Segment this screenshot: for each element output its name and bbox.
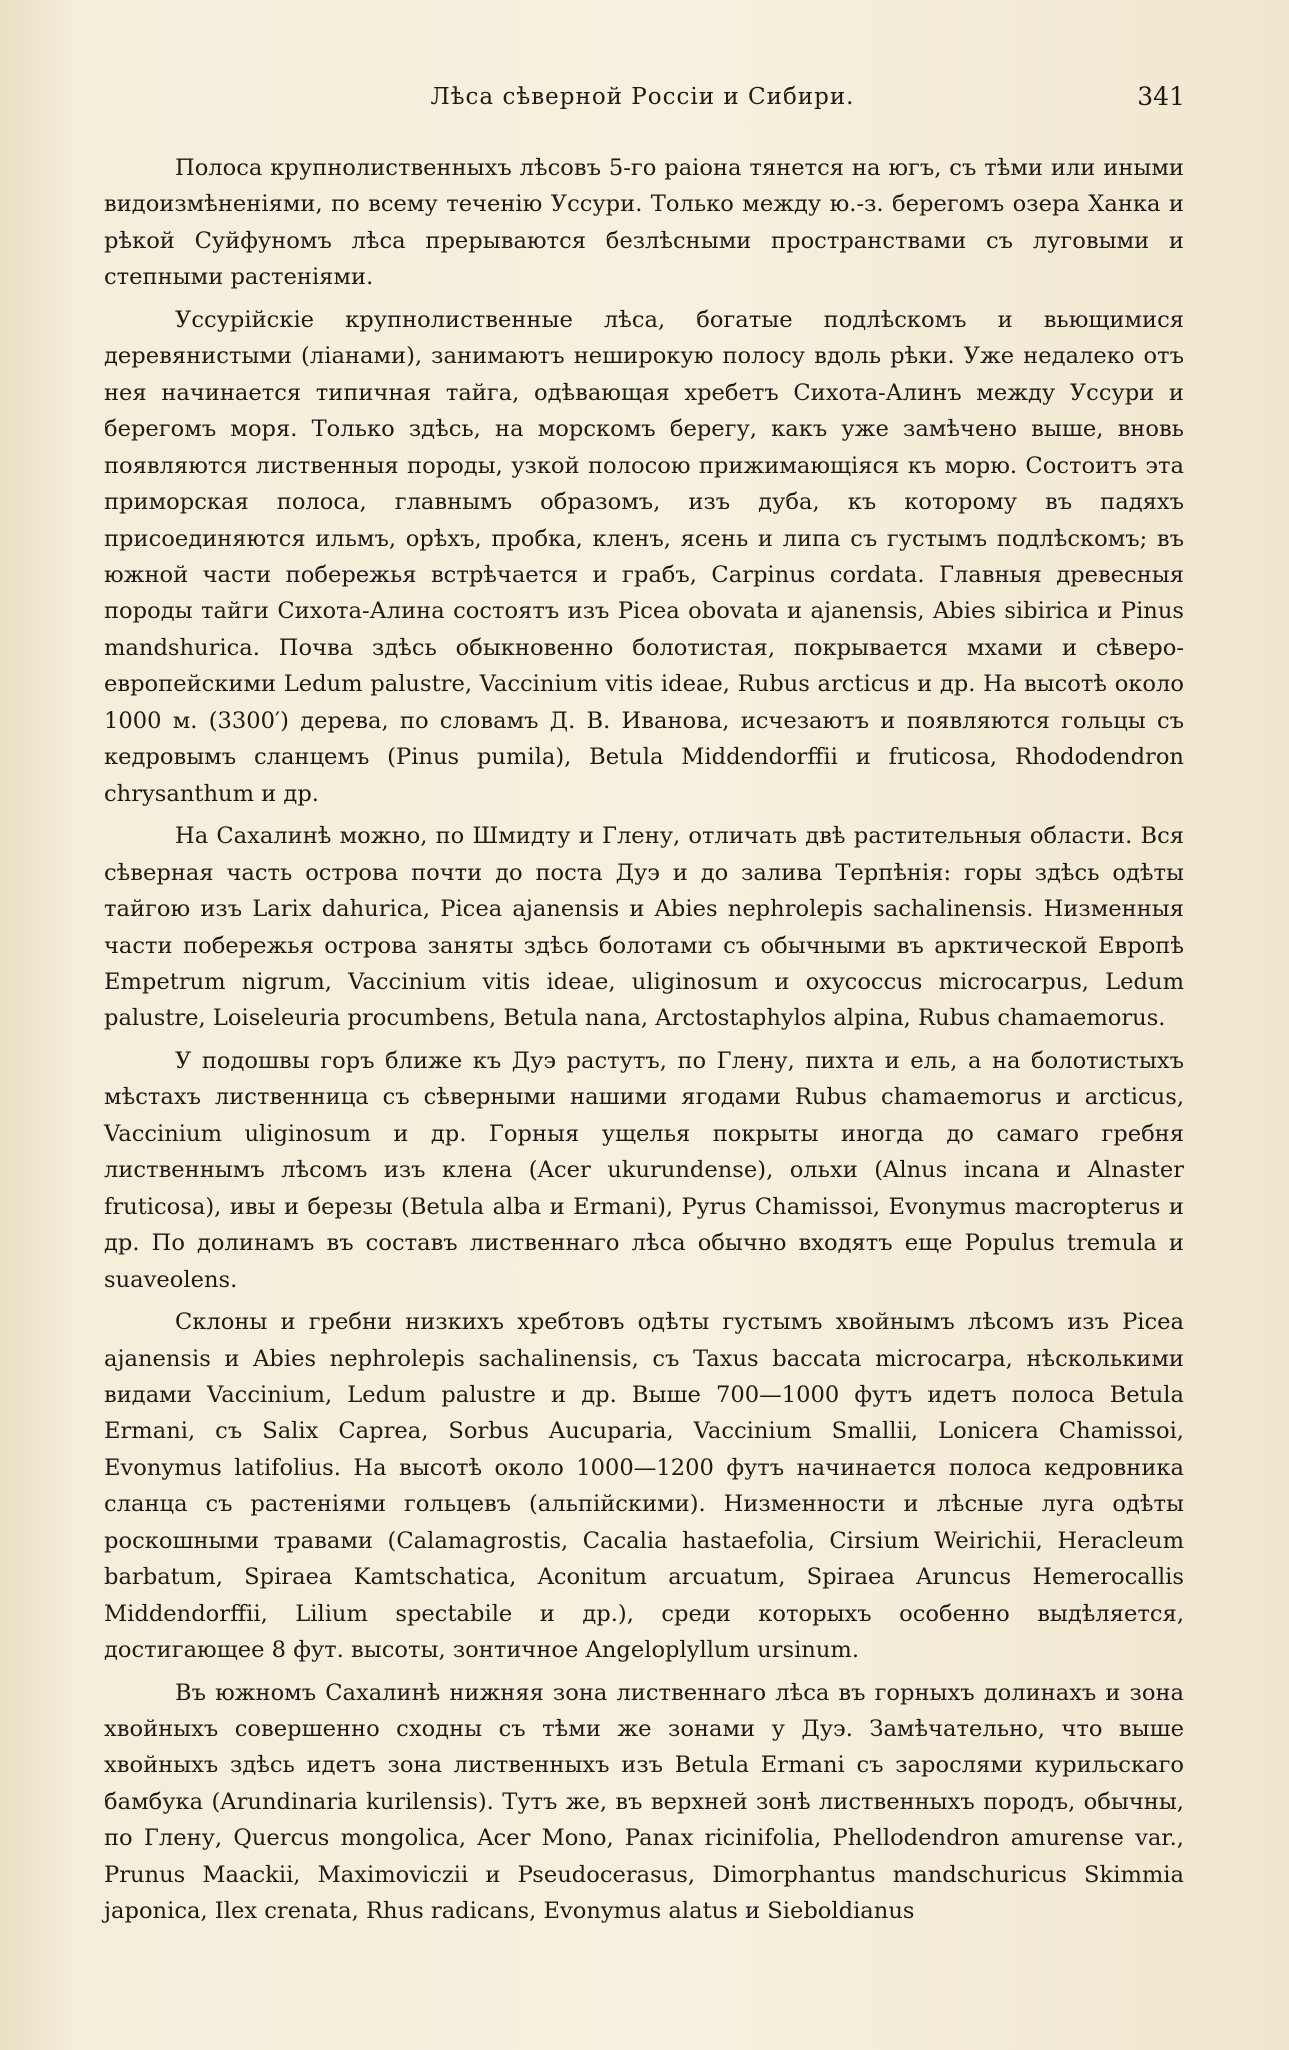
body-text bbox=[104, 150, 1184, 1936]
paragraph-4: У подошвы горъ ближе къ Дуэ растутъ, по Глену, пихта и ель, а на болотистыхъ мѣстахъ лиственница съ сѣверными нашими ягодами Rubus chamaemorus и arcticus, Vaccinium uliginosum и др. Горныя ущелья покрыты иногда до самаго гребня лиственнымъ лѣсомъ изъ клена (Acer ukurundense), ольхи (Alnus incana и Alnaster fruticosa), ивы и березы (Betula alba и Ermani), Pyrus Chamissoi, Evonymus macropterus и др. По долинамъ въ составъ лиственнаго лѣса обычно входятъ еще Populus tremula и suaveolens. bbox=[104, 1047, 1184, 1293]
paragraph-2: Уссурійскіе крупнолиственные лѣса, богатые подлѣскомъ и вьющимися деревянистыми (ліанами), занимаютъ неширокую полосу вдоль рѣки. Уже недалеко отъ нея начинается типичная тайга, одѣвающая хребетъ Сихота-Алинъ между Уссури и берегомъ моря. Только здѣсь, на морскомъ берегу, какъ уже замѣчено выше, вновь появляются лиственныя породы, узкой полосою прижимающіяся къ морю. Состоитъ эта приморская полоса, главнымъ образомъ, изъ дуба, къ которому въ падяхъ присоединяются ильмъ, орѣхъ, пробка, кленъ, ясень и липа съ густымъ подлѣскомъ; въ южной части побережья встрѣчается и грабъ, Carpinus cordata. Главныя древесныя породы тайги Сихота-Алина состоятъ изъ Picea obovata и ajanensis, Abies sibirica и Pinus mandshurica. Почва здѣсь обыкновенно болотистая, покрывается мхами и сѣверо-европейскими Ledum palustre, Vaccinium vitis ideae, Rubus arcticus и др. На высотѣ около 1000 м. (3300′) дерева, по словамъ Д. В. Иванова, исчезаютъ и появляются гольцы съ кедровымъ сланцемъ (Pinus pumila), Betula Middendorffii и fruticosa, Rhododendron chrysanthum и др. bbox=[104, 306, 1184, 807]
paragraph-5: Склоны и гребни низкихъ хребтовъ одѣты густымъ хвойнымъ лѣсомъ изъ Picea ajanensis и Abies nephrolepis sachalinensis, съ Taxus baccata microcarpa, нѣсколькими видами Vaccinium, Ledum palustre и др. Выше 700—1000 футъ идетъ полоса Betula Ermani, съ Salix Caprea, Sorbus Aucuparia, Vaccinium Smallii, Lonicera Chamissoi, Evonymus latifolius. На высотѣ около 1000—1200 футъ начинается полоса кедровника сланца съ растеніями гольцевъ (альпійскими). Низменности и лѣсные луга одѣты роскошными травами (Calamagrostis, Cacalia hastaefolia, Cirsium Weirichii, Heracleum barbatum, Spiraea Kamtschatica, Aconitum arcuatum, Spiraea Aruncus Hemerocallis Middendorffii, Lilium spectabile и др.), среди которыхъ особенно выдѣляется, достигающее 8 фут. высоты, зонтичное Angeloplyllum ursinum. bbox=[104, 1309, 1184, 1664]
running-head: Лѣса сѣверной Россіи и Сибири. bbox=[430, 84, 855, 110]
page-number: 341 bbox=[1137, 82, 1185, 111]
page-header bbox=[100, 78, 1185, 118]
paragraph-3: На Сахалинѣ можно, по Шмидту и Глену, отличать двѣ растительныя области. Вся сѣверная часть острова почти до поста Дуэ и до залива Терпѣнія: горы здѣсь одѣты тайгою изъ Larix dahurica, Picea ajanensis и Abies nephrolepis sachalinensis. Низменныя части побережья острова заняты здѣсь болотами съ обычными въ арктической Европѣ Empetrum nigrum, Vaccinium vitis ideae, uliginosum и oxycoccus microcarpus, Ledum palustre, Loiseleuria procumbens, Betula nana, Arctostaphylos alpina, Rubus chamaemorus. bbox=[104, 823, 1184, 1032]
paragraph-6: Въ южномъ Сахалинѣ нижняя зона лиственнаго лѣса въ горныхъ долинахъ и зона хвойныхъ совершенно сходны съ тѣми же зонами у Дуэ. Замѣчательно, что выше хвойныхъ здѣсь идетъ зона лиственныхъ изъ Betula Ermani съ зарослями курильскаго бамбука (Arundinaria kurilensis). Тутъ же, въ верхней зонѣ лиственныхъ породъ, обычны, по Глену, Quercus mongolica, Acer Mono, Panax ricinifolia, Phellodendron amurense var., Prunus Maackii, Maximoviczii и Pseudocerasus, Dimorphantus mandschuricus Skimmia japonica, Ilex crenata, Rhus radicans, Evonymus alatus и Sieboldianus bbox=[104, 1679, 1184, 1925]
paragraph-1: Полоса крупнолиственныхъ лѣсовъ 5-го раіона тянется на югъ, съ тѣми или иными видоизмѣненіями, по всему теченію Уссури. Только между ю.-з. берегомъ озера Ханка и рѣкой Суйфуномъ лѣса прерываются безлѣсными пространствами съ луговыми и степными растеніями. bbox=[104, 155, 1184, 291]
